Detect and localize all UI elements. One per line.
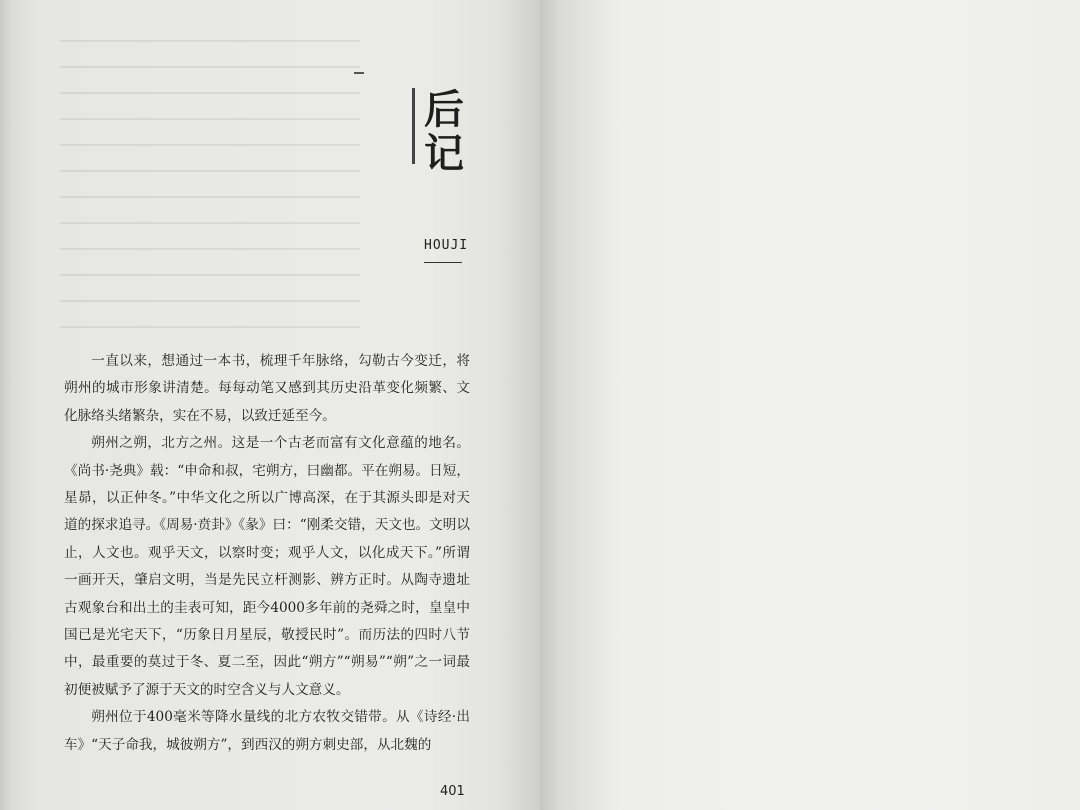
left-body-text — [64, 348, 470, 759]
chapter-pinyin: HOUJI — [424, 238, 469, 253]
right-page — [540, 0, 1080, 810]
paragraph: 朔州之朔，北方之州。这是一个古老而富有文化意蕴的地名。《尚书·尧典》载：“申命和叔，宅朔方，曰幽都。平在朔易。日短，星昴，以正仲冬。”中华文化之所以广博高深，在于其源头即是对天道的探求追寻。《周易·贲卦》《彖》曰：“刚柔交错，天文也。文明以止，人文也。观乎天文，以察时变；观乎人文，以化成天下。”所谓一画开天，肇启文明，当是先民立杆测影、辨方正时。从陶寺遗址古观象台和出土的圭表可知，距今4000多年前的尧舜之时，皇皇中国已是光宅天下，“历象日月星辰，敬授民时”。而历法的四时八节中，最重要的莫过于冬、夏二至，因此“朔方”“朔易”“朔”之一词最初便被赋予了源于天文的时空含义与人文意义。 — [64, 435, 470, 698]
bleed-through-texture — [60, 40, 360, 340]
paragraph: 一直以来，想通过一本书，梳理千年脉络，勾勒古今变迁，将朔州的城市形象讲清楚。每每动笔又感到其历史沿革变化频繁、文化脉络头绪繁杂，实在不易，以致迁延至今。 — [64, 353, 470, 424]
page-number-left: 401 — [440, 784, 465, 799]
pinyin-rule — [424, 262, 462, 263]
title-rule — [412, 88, 415, 164]
paragraph: 朔州位于400毫米等降水量线的北方农牧交错带。从《诗经·出车》“天子命我，城彼朔方”，到西汉的朔方刺史部，从北魏的 — [64, 709, 470, 753]
top-dash — [354, 72, 364, 74]
chapter-title: 后记 — [424, 86, 464, 177]
